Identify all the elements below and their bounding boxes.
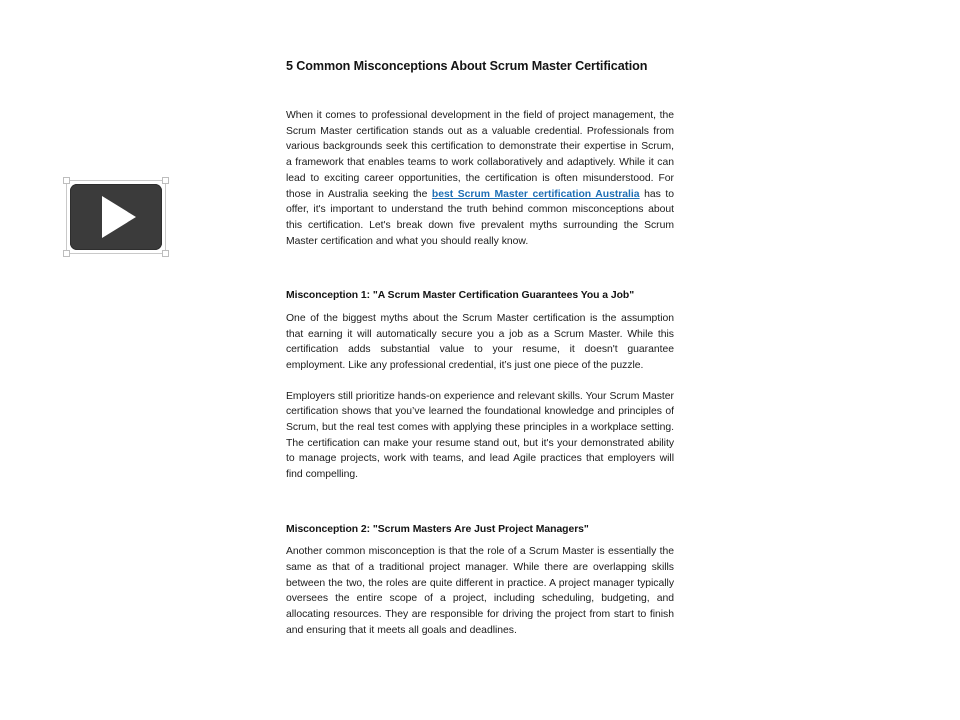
article-column [286,58,674,639]
play-triangle-icon[interactable] [102,196,136,238]
intro-text-part-2: has to offer, it's important to understand the truth behind common misconceptions about this certification. Let's break down five prevalent myths surrounding the Scrum Master certification and what you should really know. [286,188,674,247]
resize-handle-bottom-left[interactable] [63,250,70,257]
page-title: 5 Common Misconceptions About Scrum Master Certification [286,59,648,73]
section-1-paragraph-1: One of the biggest myths about the Scrum Master certification is the assumption that earning it will automatically secure you a job as a Scrum Master. While this certification adds substantial value to your resume, it doesn't guarantee employment. Like any professional credential, it’s just one piece of the puzzle. [286,312,674,371]
resize-handle-top-right[interactable] [162,177,169,184]
section-heading-misconception-2: Misconception 2: "Scrum Masters Are Just Project Managers" [286,523,589,535]
video-screen[interactable] [70,184,162,250]
scrum-certification-link[interactable]: best Scrum Master certification Australia [431,188,640,200]
resize-handle-bottom-right[interactable] [162,250,169,257]
section-heading-misconception-1: Misconception 1: "A Scrum Master Certification Guarantees You a Job" [286,290,635,302]
resize-handle-top-left[interactable] [63,177,70,184]
intro-paragraph [286,108,674,249]
intro-text-part-1: When it comes to professional development in the field of project management, the Scrum Master certification stands out as a valuable credential. Professionals from various backgrounds seek this certification to demonstrate their expertise in Scrum, a framework that enables teams to work collaboratively and adaptively. While it can lead to exciting career opportunities, the certification is often misunderstood. For those in Australia seeking the [286,110,674,200]
video-thumbnail[interactable] [66,180,166,254]
section-2-paragraph-1: Another common misconception is that the role of a Scrum Master is essentially the same as that of a traditional project manager. While there are overlapping skills between the two, the roles are quite different in practice. A project manager typically oversees the entire scope of a project, including scheduling, budgeting, and allocating resources. They are responsible for driving the project from start to finish and ensuring that it meets all goals and deadlines. [286,546,674,636]
section-1-paragraph-2: Employers still prioritize hands-on experience and relevant skills. Your Scrum Master certification shows that you’ve learned the foundational knowledge and principles of Scrum, but the real test comes with applying these principles in a workplace setting. The certification can make your resume stand out, but it's your demonstrated ability to manage projects, work with teams, and lead Agile practices that employers will find compelling. [286,390,674,481]
